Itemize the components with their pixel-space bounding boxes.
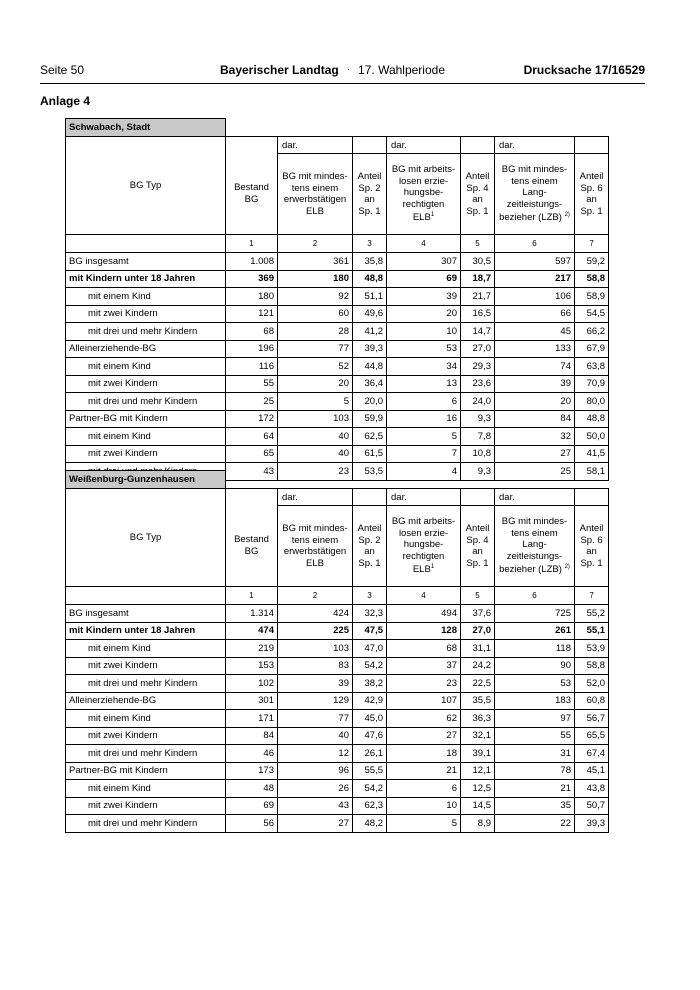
col-header-anteil-sp6: Anteil Sp. 6 an Sp. 1: [575, 506, 609, 587]
col-header-anteil-sp2: Anteil Sp. 2 an Sp. 1: [353, 506, 387, 587]
row-label: mit zwei Kindern: [66, 375, 226, 393]
cell-value: 56,7: [575, 710, 609, 728]
column-number: 3: [353, 235, 387, 253]
row-label: mit einem Kind: [66, 640, 226, 658]
cell-value: 59,9: [353, 410, 387, 428]
row-label: mit Kindern unter 18 Jahren: [66, 622, 226, 640]
cell-value: 261: [495, 622, 575, 640]
cell-value: 47,5: [353, 622, 387, 640]
cell-value: 9,3: [461, 410, 495, 428]
cell-value: 23,6: [461, 375, 495, 393]
cell-value: 44,8: [353, 358, 387, 376]
cell-value: 45,1: [575, 762, 609, 780]
cell-value: 50,0: [575, 428, 609, 446]
cell-value: 6: [387, 780, 461, 798]
column-number: 7: [575, 587, 609, 605]
cell-value: 424: [278, 605, 353, 623]
table-row: [66, 288, 609, 306]
cell-value: 29,3: [461, 358, 495, 376]
cell-value: 58,1: [575, 463, 609, 481]
cell-value: 35: [495, 797, 575, 815]
cell-value: 30,5: [461, 253, 495, 271]
cell-value: 83: [278, 657, 353, 675]
cell-value: 494: [387, 605, 461, 623]
row-label: mit einem Kind: [66, 428, 226, 446]
row-label: Partner-BG mit Kindern: [66, 410, 226, 428]
footnote-marker: 2): [564, 564, 570, 571]
cell-value: 64: [226, 428, 278, 446]
cell-value: 27,0: [461, 340, 495, 358]
cell-value: 1.314: [226, 605, 278, 623]
row-label: BG insgesamt: [66, 253, 226, 271]
row-label: mit einem Kind: [66, 288, 226, 306]
column-number: 6: [495, 587, 575, 605]
cell-value: 10,8: [461, 445, 495, 463]
cell-value: 40: [278, 445, 353, 463]
table-row: [66, 323, 609, 341]
cell-value: 77: [278, 710, 353, 728]
col-header-arbeitslos: [387, 506, 461, 587]
table-row: [66, 675, 609, 693]
col-header-erwerbstaetig: BG mit mindes-tens einem erwerbstätigen ELB: [278, 154, 353, 235]
dar-label: dar.: [495, 489, 575, 506]
cell-value: 53,5: [353, 463, 387, 481]
cell-value: 69: [387, 270, 461, 288]
column-number: 2: [278, 587, 353, 605]
table-row: [66, 305, 609, 323]
cell-value: 217: [495, 270, 575, 288]
cell-value: 16: [387, 410, 461, 428]
cell-value: 28: [278, 323, 353, 341]
col-header-arbeitslos-text: BG mit arbeits-losen erzie-hungsbe-rechtigten ELB: [391, 516, 456, 576]
column-number: 6: [495, 235, 575, 253]
table-row: [66, 393, 609, 411]
separator: ·: [346, 64, 351, 75]
col-header-bestand: Bestand BG: [226, 506, 278, 587]
cell-value: 58,8: [575, 270, 609, 288]
col-header-lzb-text: BG mit mindes-tens einem Lang-zeitleistungs-bezieher (LZB): [499, 516, 568, 576]
table-row: [66, 780, 609, 798]
row-label: mit einem Kind: [66, 710, 226, 728]
cell-value: 27,0: [461, 622, 495, 640]
cell-value: 38,2: [353, 675, 387, 693]
cell-value: 20: [495, 393, 575, 411]
col-header-anteil-sp6: Anteil Sp. 6 an Sp. 1: [575, 154, 609, 235]
cell-value: 20: [387, 305, 461, 323]
cell-value: 39,3: [575, 815, 609, 833]
row-label: Partner-BG mit Kindern: [66, 762, 226, 780]
cell-value: 48,2: [353, 815, 387, 833]
cell-value: 42,9: [353, 692, 387, 710]
cell-value: 47,6: [353, 727, 387, 745]
cell-value: 24,0: [461, 393, 495, 411]
cell-value: 21: [495, 780, 575, 798]
table-row: [66, 710, 609, 728]
cell-value: 84: [495, 410, 575, 428]
cell-value: 361: [278, 253, 353, 271]
cell-value: 26: [278, 780, 353, 798]
row-label: mit zwei Kindern: [66, 727, 226, 745]
header-rule: [40, 83, 645, 84]
cell-value: 18,7: [461, 270, 495, 288]
cell-value: 46: [226, 745, 278, 763]
row-label: BG insgesamt: [66, 605, 226, 623]
page-number: Seite 50: [40, 63, 85, 77]
region-name: Weißenburg-Gunzenhausen: [66, 471, 226, 489]
cell-value: 45: [495, 323, 575, 341]
table-row: [66, 605, 609, 623]
cell-value: 35,8: [353, 253, 387, 271]
cell-value: 183: [495, 692, 575, 710]
cell-value: 31,1: [461, 640, 495, 658]
col-header-anteil-sp2: Anteil Sp. 2 an Sp. 1: [353, 154, 387, 235]
footnote-marker: 2): [564, 212, 570, 219]
cell-value: 10: [387, 323, 461, 341]
cell-value: 301: [226, 692, 278, 710]
cell-value: 40: [278, 428, 353, 446]
cell-value: 171: [226, 710, 278, 728]
table-row: [66, 445, 609, 463]
cell-value: 49,6: [353, 305, 387, 323]
cell-value: 56: [226, 815, 278, 833]
dar-label: dar.: [387, 137, 461, 154]
cell-value: 9,3: [461, 463, 495, 481]
row-label: mit zwei Kindern: [66, 305, 226, 323]
cell-value: 107: [387, 692, 461, 710]
col-header-anteil-sp4: Anteil Sp. 4 an Sp. 1: [461, 506, 495, 587]
column-number: 7: [575, 235, 609, 253]
cell-value: 78: [495, 762, 575, 780]
row-label: mit drei und mehr Kindern: [66, 393, 226, 411]
cell-value: 12,5: [461, 780, 495, 798]
row-label: mit einem Kind: [66, 780, 226, 798]
cell-value: 40: [278, 727, 353, 745]
cell-value: 96: [278, 762, 353, 780]
cell-value: 7: [387, 445, 461, 463]
cell-value: 474: [226, 622, 278, 640]
cell-value: 50,7: [575, 797, 609, 815]
cell-value: 39: [495, 375, 575, 393]
cell-value: 41,2: [353, 323, 387, 341]
row-label: mit drei und mehr Kindern: [66, 745, 226, 763]
cell-value: 32,3: [353, 605, 387, 623]
cell-value: 39,3: [353, 340, 387, 358]
col-header-lzb: [495, 154, 575, 235]
period: 17. Wahlperiode: [358, 63, 445, 77]
cell-value: 53,9: [575, 640, 609, 658]
cell-value: 39: [278, 675, 353, 693]
cell-value: 48,8: [353, 270, 387, 288]
cell-value: 97: [495, 710, 575, 728]
row-label: mit zwei Kindern: [66, 657, 226, 675]
cell-value: 18: [387, 745, 461, 763]
cell-value: 55: [495, 727, 575, 745]
footnote-marker: 1: [430, 564, 435, 571]
cell-value: 55,5: [353, 762, 387, 780]
cell-value: 128: [387, 622, 461, 640]
cell-value: 13: [387, 375, 461, 393]
cell-value: 20,0: [353, 393, 387, 411]
cell-value: 60: [278, 305, 353, 323]
table-row: [66, 815, 609, 833]
row-label: mit zwei Kindern: [66, 797, 226, 815]
cell-value: 54,5: [575, 305, 609, 323]
row-label: mit drei und mehr Kindern: [66, 323, 226, 341]
cell-value: 5: [387, 815, 461, 833]
cell-value: 66,2: [575, 323, 609, 341]
table-row: [66, 692, 609, 710]
column-number: 5: [461, 235, 495, 253]
cell-value: 12: [278, 745, 353, 763]
cell-value: 90: [495, 657, 575, 675]
cell-value: 39,1: [461, 745, 495, 763]
table-row: [66, 270, 609, 288]
cell-value: 121: [226, 305, 278, 323]
cell-value: 53: [495, 675, 575, 693]
cell-value: 61,5: [353, 445, 387, 463]
col-header-bg-typ: BG Typ: [66, 137, 226, 235]
cell-value: 23: [278, 463, 353, 481]
cell-value: 225: [278, 622, 353, 640]
col-header-erwerbstaetig: BG mit mindes-tens einem erwerbstätigen ELB: [278, 506, 353, 587]
cell-value: 219: [226, 640, 278, 658]
cell-value: 43,8: [575, 780, 609, 798]
cell-value: 102: [226, 675, 278, 693]
cell-value: 58,8: [575, 657, 609, 675]
cell-value: 63,8: [575, 358, 609, 376]
cell-value: 65,5: [575, 727, 609, 745]
cell-value: 54,2: [353, 780, 387, 798]
row-label: mit zwei Kindern: [66, 445, 226, 463]
cell-value: 36,4: [353, 375, 387, 393]
cell-value: 307: [387, 253, 461, 271]
col-header-lzb: [495, 506, 575, 587]
column-number: 4: [387, 235, 461, 253]
row-label: Alleinerziehende-BG: [66, 692, 226, 710]
cell-value: 39: [387, 288, 461, 306]
cell-value: 37,6: [461, 605, 495, 623]
cell-value: 12,1: [461, 762, 495, 780]
column-number: 5: [461, 587, 495, 605]
cell-value: 66: [495, 305, 575, 323]
cell-value: 65: [226, 445, 278, 463]
cell-value: 14,5: [461, 797, 495, 815]
region-table-schwabach: [65, 118, 609, 481]
dar-label: dar.: [495, 137, 575, 154]
cell-value: 43: [226, 463, 278, 481]
cell-value: 69: [226, 797, 278, 815]
cell-value: 5: [387, 428, 461, 446]
cell-value: 153: [226, 657, 278, 675]
cell-value: 21,7: [461, 288, 495, 306]
cell-value: 55,2: [575, 605, 609, 623]
cell-value: 23: [387, 675, 461, 693]
cell-value: 62: [387, 710, 461, 728]
table-row: [66, 762, 609, 780]
col-header-arbeitslos: [387, 154, 461, 235]
cell-value: 725: [495, 605, 575, 623]
cell-value: 25: [226, 393, 278, 411]
cell-value: 48,8: [575, 410, 609, 428]
cell-value: 80,0: [575, 393, 609, 411]
table-row: [66, 253, 609, 271]
cell-value: 22: [495, 815, 575, 833]
table-row: [66, 640, 609, 658]
col-header-arbeitslos-text: BG mit arbeits-losen erzie-hungsbe-rechtigten ELB: [391, 164, 456, 224]
row-label: Alleinerziehende-BG: [66, 340, 226, 358]
column-number: 2: [278, 235, 353, 253]
cell-value: 103: [278, 410, 353, 428]
cell-value: 68: [387, 640, 461, 658]
cell-value: 74: [495, 358, 575, 376]
cell-value: 58,9: [575, 288, 609, 306]
cell-value: 27: [387, 727, 461, 745]
cell-value: 48: [226, 780, 278, 798]
region-name: Schwabach, Stadt: [66, 119, 226, 137]
publisher: Bayerischer Landtag: [219, 63, 339, 77]
document-number: Drucksache 17/16529: [523, 63, 645, 77]
cell-value: 16,5: [461, 305, 495, 323]
cell-value: 32: [495, 428, 575, 446]
col-header-anteil-sp4: Anteil Sp. 4 an Sp. 1: [461, 154, 495, 235]
cell-value: 173: [226, 762, 278, 780]
cell-value: 37: [387, 657, 461, 675]
table-row: [66, 410, 609, 428]
column-number: 4: [387, 587, 461, 605]
cell-value: 31: [495, 745, 575, 763]
cell-value: 47,0: [353, 640, 387, 658]
cell-value: 118: [495, 640, 575, 658]
cell-value: 196: [226, 340, 278, 358]
cell-value: 59,2: [575, 253, 609, 271]
cell-value: 92: [278, 288, 353, 306]
cell-value: 60,8: [575, 692, 609, 710]
table-row: [66, 745, 609, 763]
cell-value: 180: [278, 270, 353, 288]
cell-value: 116: [226, 358, 278, 376]
cell-value: 53: [387, 340, 461, 358]
cell-value: 45,0: [353, 710, 387, 728]
col-header-bg-typ: BG Typ: [66, 489, 226, 587]
dar-label: dar.: [278, 137, 353, 154]
cell-value: 67,4: [575, 745, 609, 763]
table-row: [66, 727, 609, 745]
cell-value: 55: [226, 375, 278, 393]
cell-value: 52,0: [575, 675, 609, 693]
publication-info: [200, 63, 465, 77]
cell-value: 24,2: [461, 657, 495, 675]
appendix-title: Anlage 4: [40, 94, 91, 108]
table-row: [66, 797, 609, 815]
cell-value: 369: [226, 270, 278, 288]
cell-value: 25: [495, 463, 575, 481]
cell-value: 55,1: [575, 622, 609, 640]
row-label: mit drei und mehr Kindern: [66, 675, 226, 693]
dar-label: dar.: [387, 489, 461, 506]
row-label: mit einem Kind: [66, 358, 226, 376]
dar-label: dar.: [278, 489, 353, 506]
column-number: 1: [226, 235, 278, 253]
cell-value: 43: [278, 797, 353, 815]
cell-value: 27: [495, 445, 575, 463]
cell-value: 52: [278, 358, 353, 376]
cell-value: 32,1: [461, 727, 495, 745]
cell-value: 34: [387, 358, 461, 376]
cell-value: 597: [495, 253, 575, 271]
cell-value: 106: [495, 288, 575, 306]
cell-value: 21: [387, 762, 461, 780]
cell-value: 67,9: [575, 340, 609, 358]
table-row: [66, 375, 609, 393]
row-label: mit drei und mehr Kindern: [66, 815, 226, 833]
footnote-marker: 1: [430, 212, 435, 219]
row-label: mit Kindern unter 18 Jahren: [66, 270, 226, 288]
cell-value: 51,1: [353, 288, 387, 306]
page-header: [40, 63, 645, 81]
cell-value: 8,9: [461, 815, 495, 833]
table-row: [66, 428, 609, 446]
cell-value: 20: [278, 375, 353, 393]
cell-value: 1.008: [226, 253, 278, 271]
cell-value: 62,5: [353, 428, 387, 446]
cell-value: 68: [226, 323, 278, 341]
cell-value: 6: [387, 393, 461, 411]
cell-value: 84: [226, 727, 278, 745]
cell-value: 26,1: [353, 745, 387, 763]
cell-value: 36,3: [461, 710, 495, 728]
table-row: [66, 657, 609, 675]
cell-value: 7,8: [461, 428, 495, 446]
cell-value: 10: [387, 797, 461, 815]
col-header-bestand: Bestand BG: [226, 154, 278, 235]
column-number: 3: [353, 587, 387, 605]
cell-value: 172: [226, 410, 278, 428]
cell-value: 4: [387, 463, 461, 481]
cell-value: 41,5: [575, 445, 609, 463]
table-row: [66, 622, 609, 640]
cell-value: 103: [278, 640, 353, 658]
cell-value: 62,3: [353, 797, 387, 815]
region-table-weissenburg: [65, 470, 609, 833]
cell-value: 129: [278, 692, 353, 710]
cell-value: 27: [278, 815, 353, 833]
cell-value: 22,5: [461, 675, 495, 693]
table-row: [66, 358, 609, 376]
cell-value: 35,5: [461, 692, 495, 710]
cell-value: 54,2: [353, 657, 387, 675]
cell-value: 133: [495, 340, 575, 358]
cell-value: 5: [278, 393, 353, 411]
cell-value: 14,7: [461, 323, 495, 341]
cell-value: 70,9: [575, 375, 609, 393]
cell-value: 77: [278, 340, 353, 358]
column-number: 1: [226, 587, 278, 605]
table-row: [66, 340, 609, 358]
cell-value: 180: [226, 288, 278, 306]
col-header-lzb-text: BG mit mindes-tens einem Lang-zeitleistungs-bezieher (LZB): [499, 164, 568, 224]
